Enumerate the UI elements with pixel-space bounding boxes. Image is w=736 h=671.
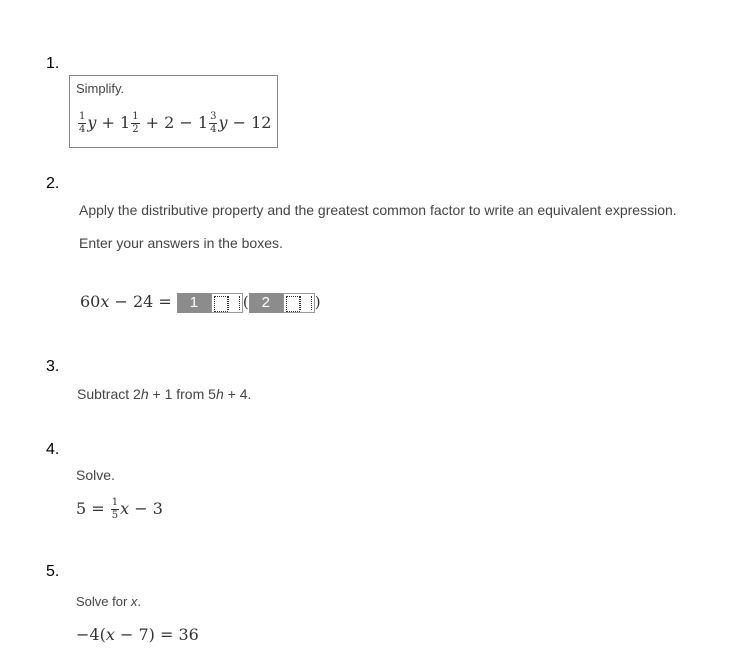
answer-slot-1-label: 1	[177, 293, 211, 313]
fraction: $\frac{1}{5}$	[111, 497, 119, 521]
answer-slot-2-label: 2	[249, 293, 283, 313]
answer-slot-1	[177, 293, 243, 313]
question-5-expression: −4(x − 7) = 36	[76, 625, 199, 644]
fraction: $\frac{1}{2}$	[132, 111, 139, 135]
answer-slot-2	[249, 293, 315, 313]
fraction: $\frac{1}{4}$	[79, 111, 86, 135]
question-2-instruction: Enter your answers in the boxes.	[79, 235, 283, 251]
fraction: $\frac{3}{4}$	[210, 111, 217, 135]
answer-input-1[interactable]	[211, 293, 243, 313]
question-number-1: 1.	[46, 55, 60, 72]
question-1-prompt: Simplify.	[76, 81, 125, 96]
question-5-prompt: Solve for x.	[76, 594, 142, 609]
question-2-prompt: Apply the distributive property and the greatest common factor to write an equivalent expression.	[79, 202, 677, 218]
question-2-expression: 60x − 24 = 1 ( 2 )	[80, 292, 321, 311]
question-4-prompt: Solve.	[76, 467, 115, 483]
question-1-expression: $\frac{1}{4}$ y + 1 $\frac{1}{2}$ + 2 − 1 $\frac{3}{4}$ y − 12	[79, 111, 272, 135]
answer-input-2[interactable]	[283, 293, 315, 313]
question-number-5: 5.	[46, 563, 60, 580]
question-number-4: 4.	[46, 441, 60, 458]
question-number-2: 2.	[46, 175, 60, 192]
question-4-expression: 5 = $\frac{1}{5}$ x − 3	[76, 497, 163, 521]
question-3-prompt: Subtract 2h + 1 from 5h + 4.	[77, 386, 252, 402]
question-number-3: 3.	[46, 358, 60, 375]
